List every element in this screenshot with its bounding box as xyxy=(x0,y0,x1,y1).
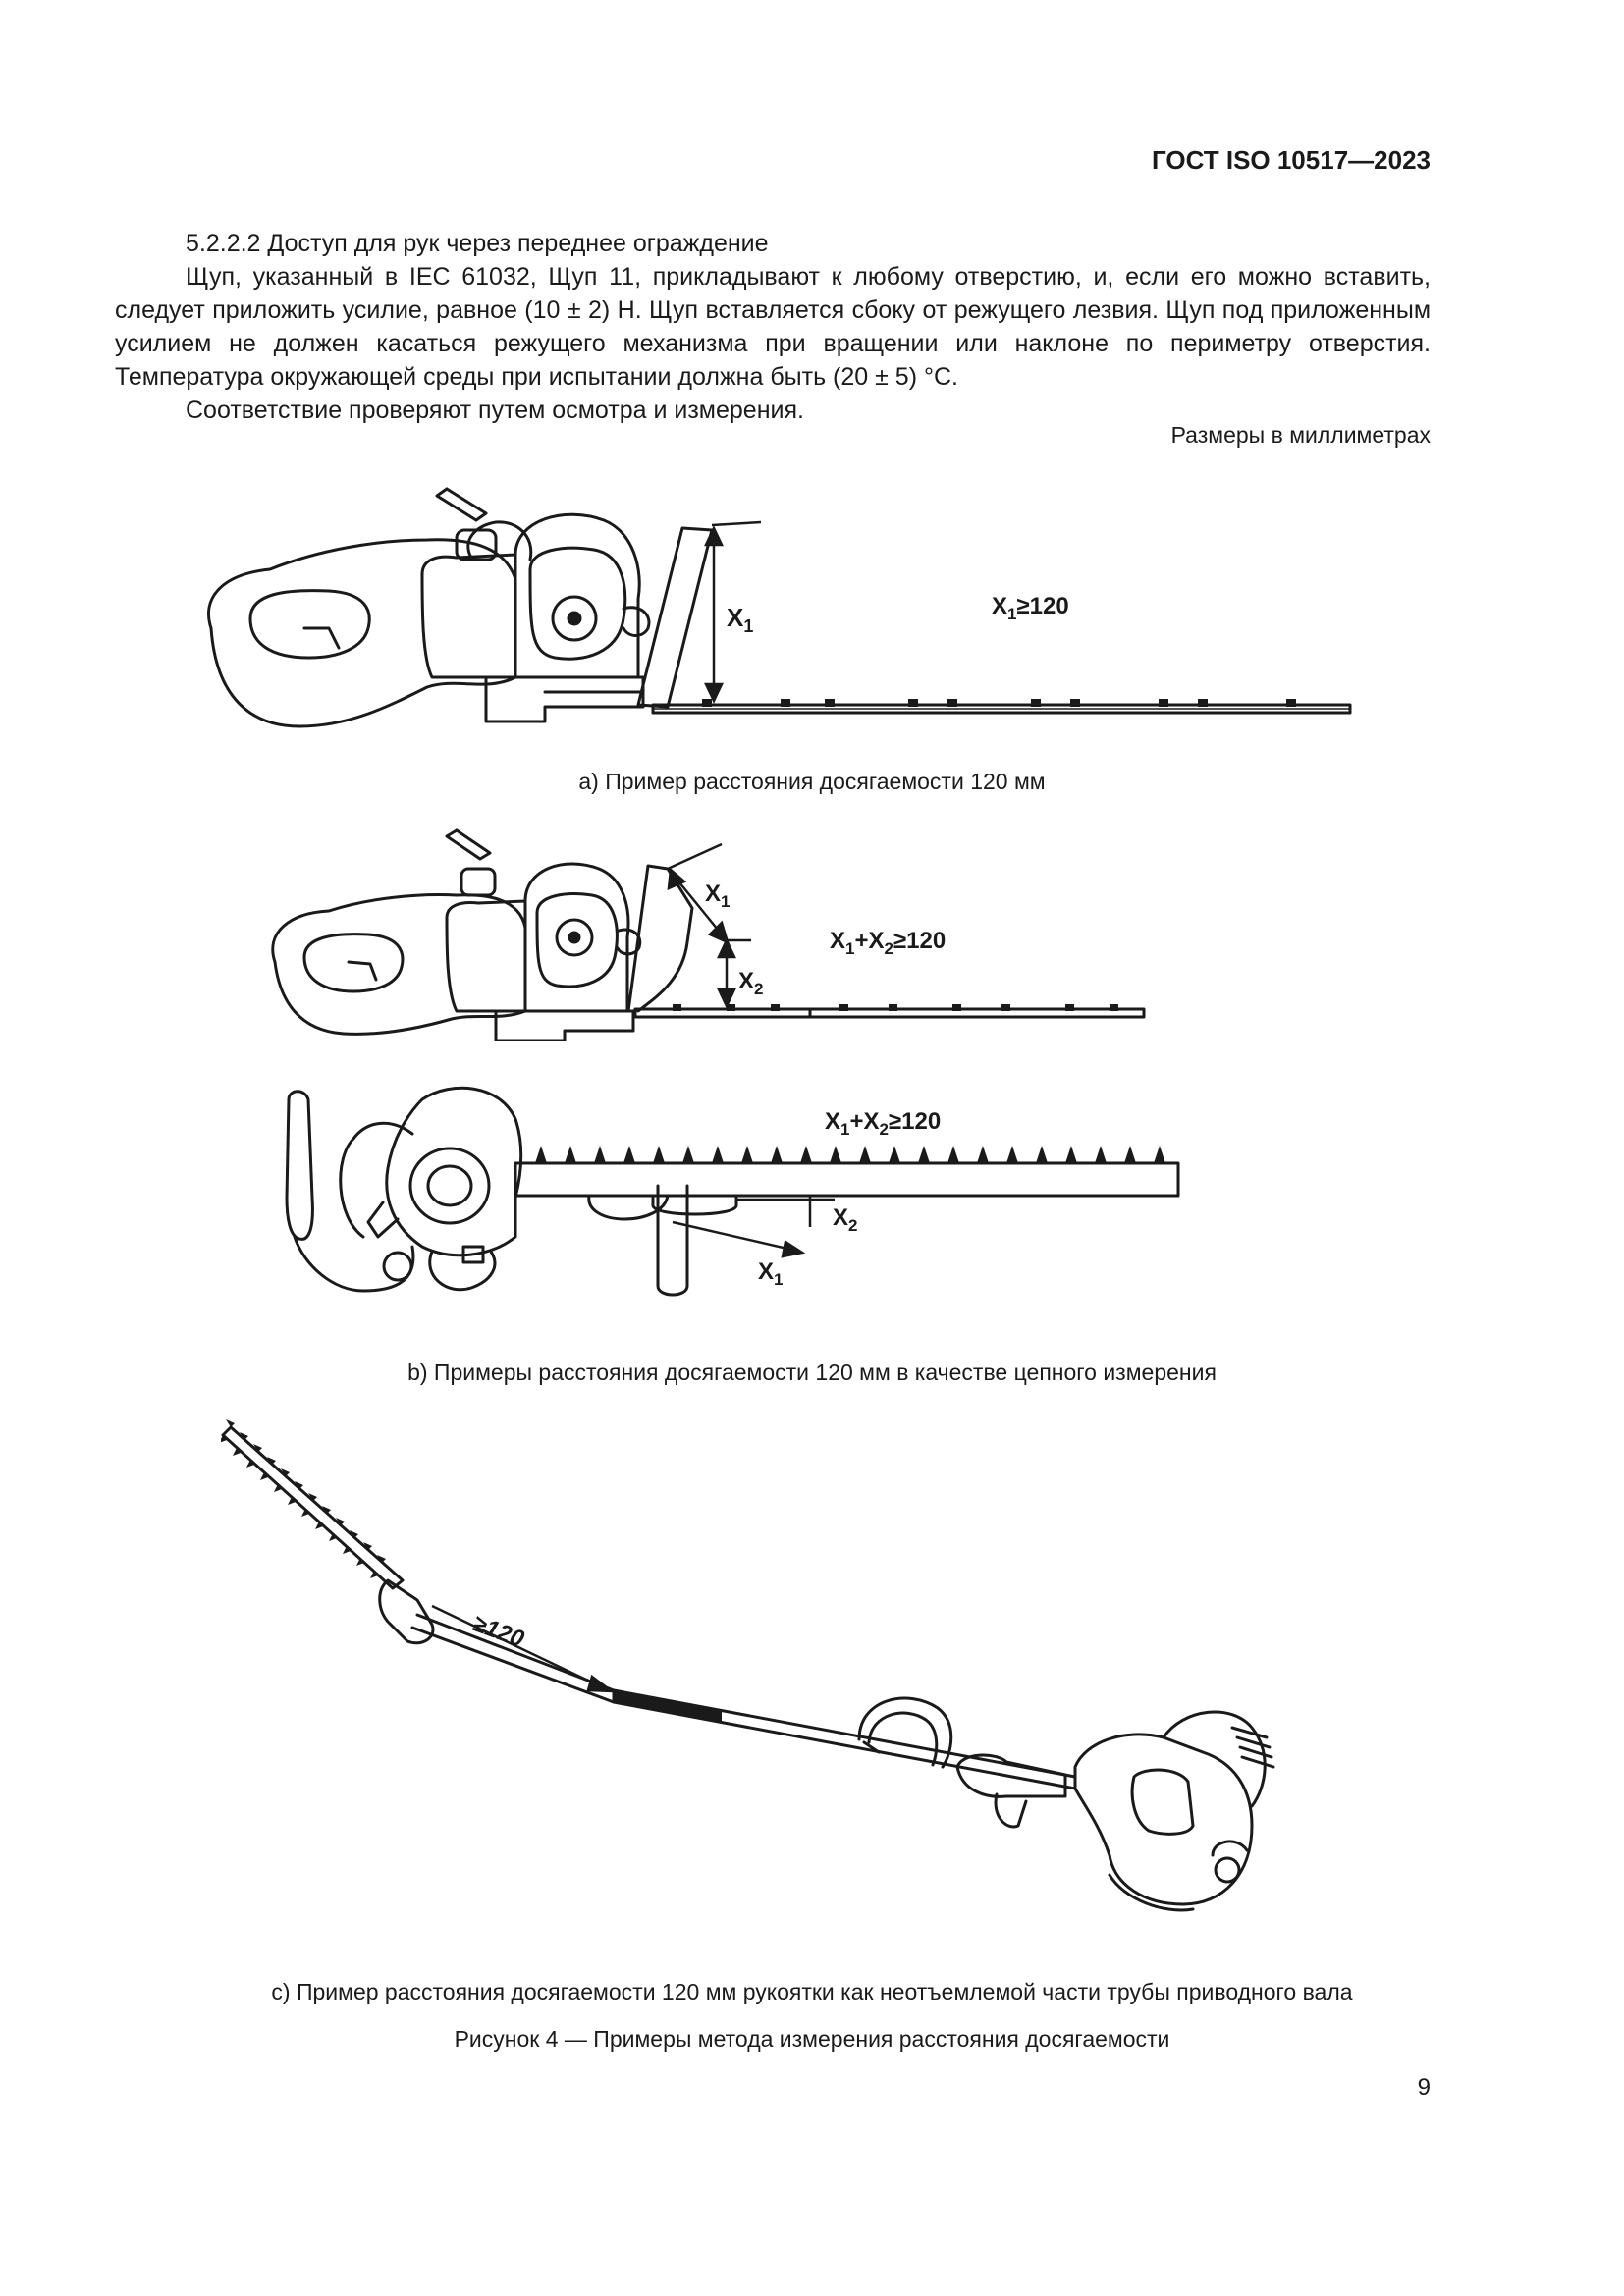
dimension-x1-x2-top xyxy=(673,1196,835,1256)
label-x1-b: $X_1$ xyxy=(705,881,731,911)
hedge-trimmer-drawing-a xyxy=(209,489,1351,726)
label-x2-b: $X_2$ xyxy=(738,968,764,998)
paragraph-probe: Щуп, указанный в IEC 61032, Щуп 11, прикладывают к любому отверстию, и, если его можно вставить, следует приложить усилие, равное (10 ± 2) Н. Щуп вставляется сбоку от режущего лезвия. Щуп под приложенным усилием не должен касаться режущего механизма при вращении или наклоне по периметру отверстия. Температура окружающей среды при испытании должна быть (20 ± 5) °С. xyxy=(115,263,1431,391)
section-text xyxy=(115,227,1431,427)
dimensions-note: Размеры в миллиметрах xyxy=(1170,422,1431,448)
section-title: 5.2.2.2 Доступ для рук через переднее ограждение xyxy=(186,230,769,257)
page-number: 9 xyxy=(1417,2074,1431,2101)
hedge-trimmer-top-drawing xyxy=(287,1088,1178,1295)
caption-panel-b: b) Примеры расстояния досягаемости 120 мм в качестве цепного измерения xyxy=(407,1360,1217,1385)
figure-panel-c xyxy=(221,1414,1330,1963)
label-x1-top: $X_1$ xyxy=(758,1258,784,1289)
formula-b-lower: $X_1+X_2\ge 120$ xyxy=(825,1108,942,1139)
paragraph-compliance: Соответствие проверяют путем осмотра и измерения. xyxy=(186,397,804,424)
formula-b-upper: $X_1+X_2\ge 120$ xyxy=(830,928,947,958)
blade-teeth-top xyxy=(535,1146,1165,1163)
document-header: ГОСТ ISO 10517—2023 xyxy=(1151,145,1431,175)
hedge-trimmer-drawing-b xyxy=(273,830,1144,1041)
caption-panel-a: а) Пример расстояния досягаемости 120 мм xyxy=(578,769,1046,794)
label-c: ≥120 xyxy=(468,1610,528,1653)
caption-panel-c: с) Пример расстояния досягаемости 120 мм рукоятки как неотъемлемой части трубы приводного вала xyxy=(271,1979,1353,2004)
figure-title: Рисунок 4 — Примеры метода измерения расстояния досягаемости xyxy=(454,2026,1170,2052)
figure-panel-b-side xyxy=(260,825,1164,1041)
long-reach-trimmer-drawing xyxy=(223,1427,1273,1910)
blade-teeth-c xyxy=(221,1419,722,1722)
dimension-c xyxy=(432,1606,612,1691)
label-x2-top: $X_2$ xyxy=(833,1204,858,1235)
figure-panel-b-top xyxy=(275,1080,1198,1315)
formula-a: $X_1\ge 120$ xyxy=(992,593,1069,623)
figure-panel-a xyxy=(191,481,1370,756)
label-x1-a: $X_1$ xyxy=(727,603,754,636)
